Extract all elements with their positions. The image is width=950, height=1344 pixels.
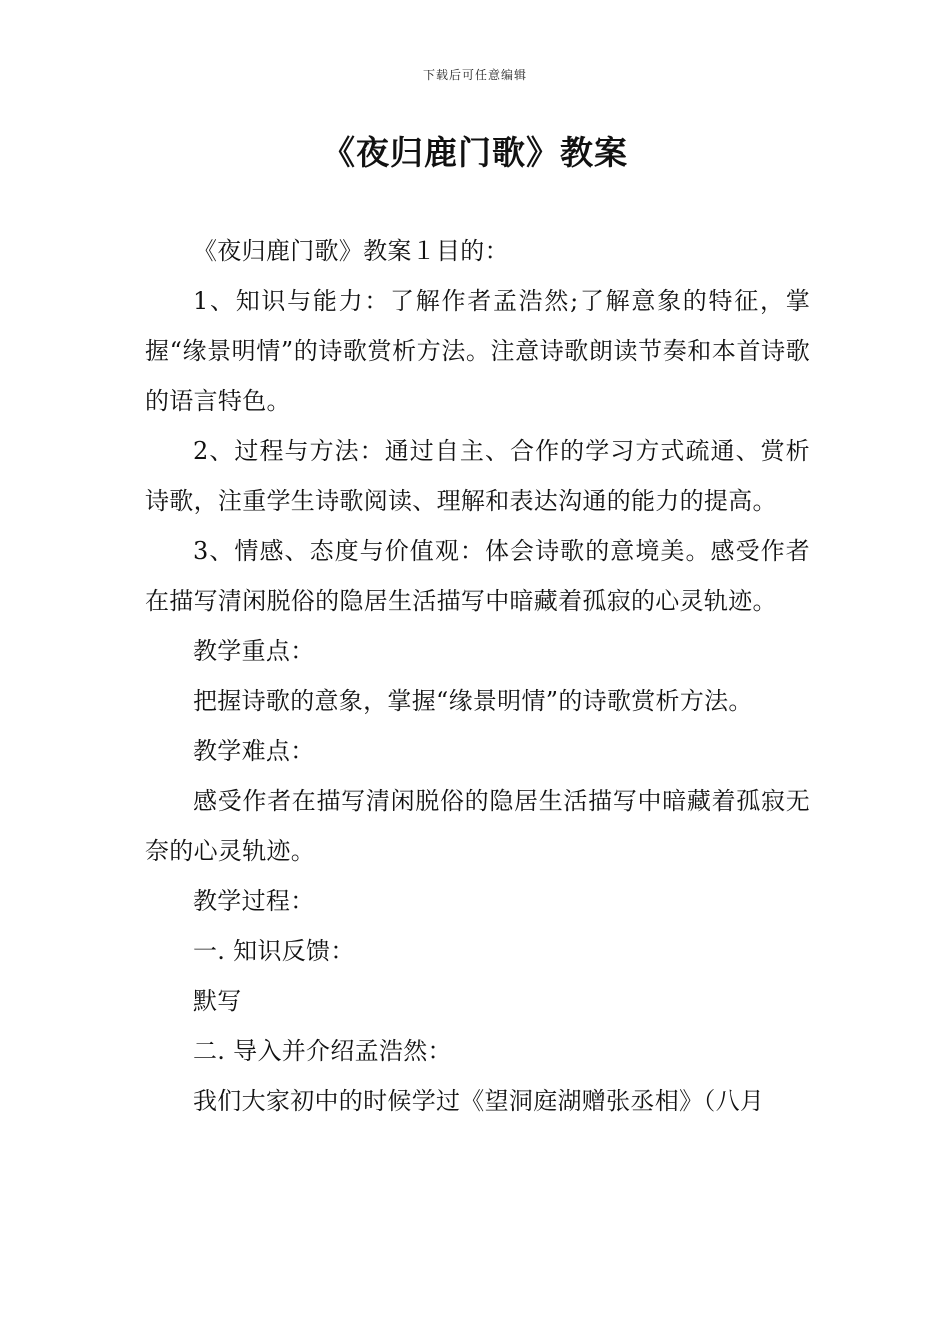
paragraph-step-2-text: 我们大家初中的时候学过《望洞庭湖赠张丞相》（八月: [193, 1087, 765, 1115]
paragraph-key-points: 把握诗歌的意象，掌握“缘景明情”的诗歌赏析方法。: [193, 687, 753, 715]
paragraph-intro: 《夜归鹿门歌》教案１目的：: [193, 237, 509, 265]
paragraph-objective-2: 2、过程与方法：通过自主、合作的学习方式疏通、赏析诗歌，注重学生诗歌阅读、理解和表达沟通的能力的提高。: [145, 437, 810, 515]
header-note: 下载后可任意编辑: [422, 68, 527, 82]
heading-process: 教学过程：: [193, 887, 315, 915]
paragraph-dictation: 默写: [193, 987, 242, 1015]
paragraph-objective-1: 1、知识与能力：了解作者孟浩然;了解意象的特征，掌握“缘景明情”的诗歌赏析方法。注意诗歌朗读节奏和本首诗歌的语言特色。: [145, 287, 810, 415]
heading-key-points: 教学重点：: [193, 637, 315, 665]
paragraph-difficulties: 感受作者在描写清闲脱俗的隐居生活描写中暗藏着孤寂无奈的心灵轨迹。: [145, 787, 810, 865]
heading-step-2: 二. 导入并介绍孟浩然：: [193, 1037, 452, 1065]
heading-difficulties: 教学难点：: [193, 737, 315, 765]
document-title: 《夜归鹿门歌》教案: [322, 133, 628, 172]
heading-step-1: 一. 知识反馈：: [193, 937, 355, 965]
document-body: [145, 226, 810, 1126]
paragraph-objective-3: 3、情感、态度与价值观：体会诗歌的意境美。感受作者在描写清闲脱俗的隐居生活描写中暗藏着孤寂的心灵轨迹。: [145, 537, 810, 615]
